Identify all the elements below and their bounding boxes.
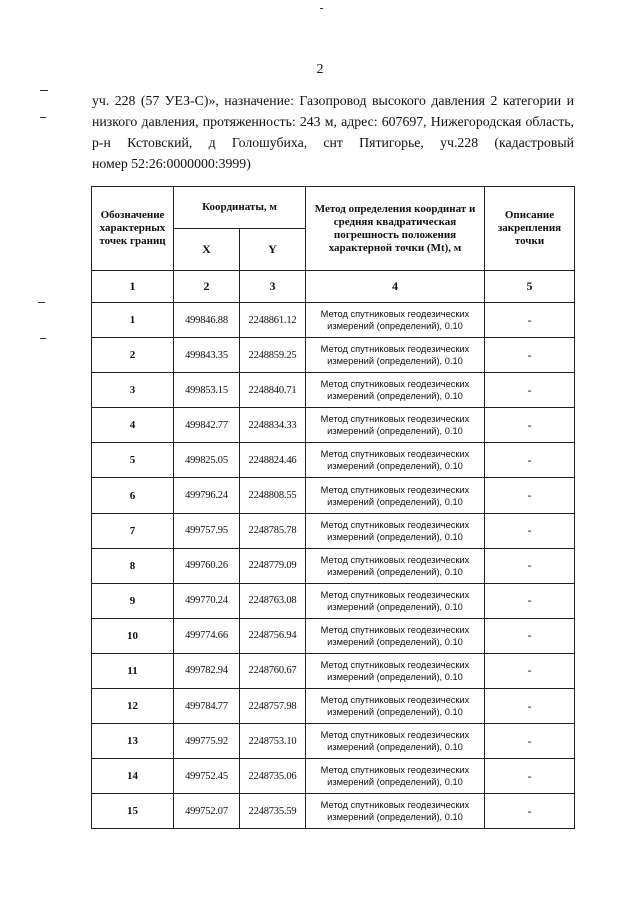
method-cell: Метод спутниковых геодезических измерений (определений), 0.10 [306, 689, 485, 724]
coordinates-table [91, 186, 575, 829]
table-row [92, 338, 575, 373]
table-row [92, 513, 575, 548]
y-cell: 2248859.25 [240, 338, 306, 373]
description-cell: - [485, 303, 575, 338]
point-cell: 7 [92, 513, 174, 548]
point-cell: 10 [92, 618, 174, 653]
column-number: 3 [240, 271, 306, 303]
scan-mark [40, 90, 48, 91]
description-cell: - [485, 338, 575, 373]
description-cell: - [485, 689, 575, 724]
y-cell: 2248861.12 [240, 303, 306, 338]
description-cell: - [485, 759, 575, 794]
scan-mark [40, 117, 46, 118]
table-row [92, 653, 575, 688]
column-number: 5 [485, 271, 575, 303]
x-cell: 499796.24 [174, 478, 240, 513]
column-number: 2 [174, 271, 240, 303]
table-row [92, 759, 575, 794]
x-cell: 499846.88 [174, 303, 240, 338]
y-cell: 2248735.06 [240, 759, 306, 794]
paragraph-text: уч. 228 (57 УЕЗ-С)», назначение: Газопровод высокого давления 2 категории и низкого давления, протяженность: 243 м, адрес: 607697, Нижегородская область, р-н Кстовский, д Голошубиха, снт Пятигорье, уч.228 (кадастровый [92, 93, 574, 150]
method-cell: Метод спутниковых геодезических измерений (определений), 0.10 [306, 478, 485, 513]
y-cell: 2248756.94 [240, 618, 306, 653]
table-row [92, 583, 575, 618]
header-y: Y [240, 229, 306, 271]
point-cell: 8 [92, 548, 174, 583]
method-cell: Метод спутниковых геодезических измерений (определений), 0.10 [306, 303, 485, 338]
body-paragraph [92, 90, 574, 174]
table-row [92, 689, 575, 724]
point-cell: 3 [92, 373, 174, 408]
point-cell: 1 [92, 303, 174, 338]
y-cell: 2248824.46 [240, 443, 306, 478]
table-row [92, 373, 575, 408]
x-cell: 499842.77 [174, 408, 240, 443]
point-cell: 14 [92, 759, 174, 794]
description-cell: - [485, 794, 575, 829]
point-cell: 9 [92, 583, 174, 618]
point-cell: 4 [92, 408, 174, 443]
y-cell: 2248760.67 [240, 653, 306, 688]
y-cell: 2248785.78 [240, 513, 306, 548]
x-cell: 499774.66 [174, 618, 240, 653]
x-cell: 499843.35 [174, 338, 240, 373]
y-cell: 2248757.98 [240, 689, 306, 724]
header-coordinates: Координаты, м [174, 187, 306, 229]
y-cell: 2248834.33 [240, 408, 306, 443]
method-cell: Метод спутниковых геодезических измерений (определений), 0.10 [306, 618, 485, 653]
method-cell: Метод спутниковых геодезических измерений (определений), 0.10 [306, 548, 485, 583]
x-cell: 499770.24 [174, 583, 240, 618]
y-cell: 2248735.59 [240, 794, 306, 829]
x-cell: 499784.77 [174, 689, 240, 724]
header-point: Обозначение характерных точек границ [92, 187, 174, 271]
x-cell: 499757.95 [174, 513, 240, 548]
x-cell: 499760.26 [174, 548, 240, 583]
description-cell: - [485, 618, 575, 653]
method-cell: Метод спутниковых геодезических измерений (определений), 0.10 [306, 338, 485, 373]
point-cell: 13 [92, 724, 174, 759]
y-cell: 2248808.55 [240, 478, 306, 513]
y-cell: 2248763.08 [240, 583, 306, 618]
x-cell: 499825.05 [174, 443, 240, 478]
scan-mark [320, 8, 323, 9]
method-cell: Метод спутниковых геодезических измерений (определений), 0.10 [306, 408, 485, 443]
table-row [92, 303, 575, 338]
description-cell: - [485, 513, 575, 548]
table-row [92, 548, 575, 583]
table-row [92, 443, 575, 478]
description-cell: - [485, 583, 575, 618]
header-x: X [174, 229, 240, 271]
description-cell: - [485, 443, 575, 478]
table-row [92, 794, 575, 829]
method-cell: Метод спутниковых геодезических измерений (определений), 0.10 [306, 443, 485, 478]
table-row [92, 618, 575, 653]
method-cell: Метод спутниковых геодезических измерений (определений), 0.10 [306, 583, 485, 618]
method-cell: Метод спутниковых геодезических измерений (определений), 0.10 [306, 759, 485, 794]
description-cell: - [485, 373, 575, 408]
point-cell: 2 [92, 338, 174, 373]
method-cell: Метод спутниковых геодезических измерений (определений), 0.10 [306, 653, 485, 688]
column-number: 4 [306, 271, 485, 303]
x-cell: 499775.92 [174, 724, 240, 759]
description-cell: - [485, 724, 575, 759]
x-cell: 499752.07 [174, 794, 240, 829]
page-number: 2 [316, 62, 324, 77]
point-cell: 15 [92, 794, 174, 829]
description-cell: - [485, 408, 575, 443]
scan-mark [38, 302, 45, 303]
method-cell: Метод спутниковых геодезических измерений (определений), 0.10 [306, 724, 485, 759]
method-cell: Метод спутниковых геодезических измерений (определений), 0.10 [306, 373, 485, 408]
x-cell: 499752.45 [174, 759, 240, 794]
y-cell: 2248753.10 [240, 724, 306, 759]
header-description: Описание закрепления точки [485, 187, 575, 271]
table-row [92, 724, 575, 759]
header-method: Метод определения координат и средняя квадратическая погрешность положения характерной точки (Mt), м [306, 187, 485, 271]
x-cell: 499853.15 [174, 373, 240, 408]
point-cell: 12 [92, 689, 174, 724]
paragraph-last-line: номер 52:26:0000000:3999) [92, 156, 251, 171]
description-cell: - [485, 548, 575, 583]
x-cell: 499782.94 [174, 653, 240, 688]
scan-mark [40, 338, 46, 339]
table-row [92, 478, 575, 513]
description-cell: - [485, 478, 575, 513]
y-cell: 2248840.71 [240, 373, 306, 408]
point-cell: 11 [92, 653, 174, 688]
method-cell: Метод спутниковых геодезических измерений (определений), 0.10 [306, 513, 485, 548]
y-cell: 2248779.09 [240, 548, 306, 583]
point-cell: 6 [92, 478, 174, 513]
table-row [92, 408, 575, 443]
point-cell: 5 [92, 443, 174, 478]
column-number: 1 [92, 271, 174, 303]
description-cell: - [485, 653, 575, 688]
method-cell: Метод спутниковых геодезических измерений (определений), 0.10 [306, 794, 485, 829]
